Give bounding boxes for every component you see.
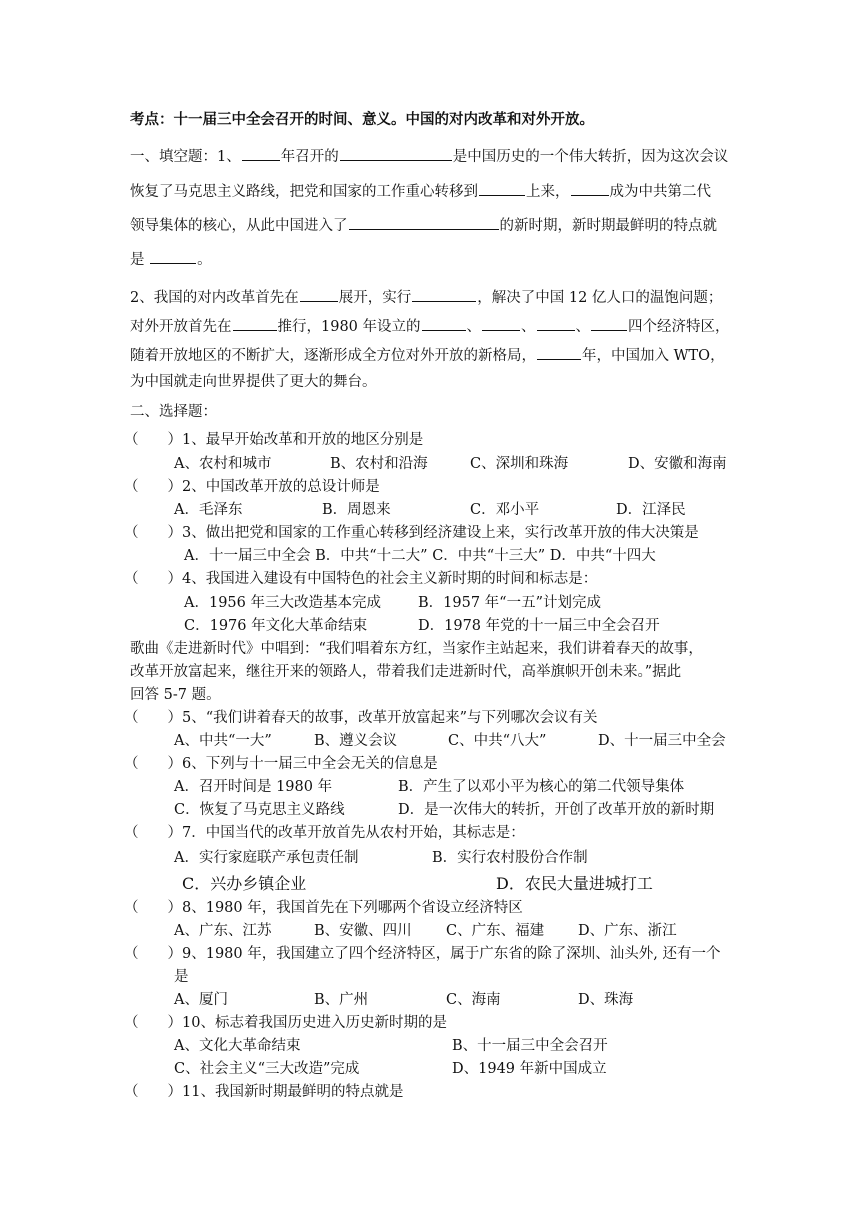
q6-option-b: B．产生了以邓小平为核心的第二代领导集体 [398, 779, 685, 795]
q1-option-a: A、农村和城市 [174, 456, 272, 472]
q9-option-c: C、海南 [446, 992, 501, 1008]
blank[interactable] [571, 180, 609, 196]
question-7 [124, 823, 525, 843]
q4-option-d: D．1978 年党的十一届三中全会召开 [418, 618, 660, 634]
q5-option-c: C、中共“八大” [448, 733, 547, 749]
q5-option-a: A、中共“一大” [174, 733, 272, 749]
fill-text: 、 [575, 319, 591, 335]
question-1 [124, 430, 423, 450]
answer-paren[interactable]: （ ） [124, 710, 182, 726]
question-stem: 11、我国新时期最鲜明的特点就是 [182, 1084, 404, 1100]
q3-option-a: A．十一届三中全会 [184, 548, 311, 564]
q4-option-c: C．1976 年文化大革命结束 [184, 618, 368, 634]
q2-option-c: C．邓小平 [470, 502, 540, 518]
fill-text: 对外开放首先在 [130, 319, 232, 335]
choice-heading: 二、选择题： [130, 404, 217, 420]
fill-line-2 [130, 180, 711, 202]
answer-paren[interactable]: （ ） [124, 946, 182, 962]
question-8 [124, 898, 523, 918]
fill-line-4 [130, 248, 212, 270]
q10-option-c: C、社会主义“三大改造”完成 [174, 1061, 360, 1077]
fill-line-1 [130, 145, 728, 167]
question-2 [124, 477, 380, 497]
fill-line-3 [130, 214, 717, 236]
blank[interactable] [150, 248, 196, 264]
fill-q2-line-3 [130, 344, 725, 366]
q7-option-d: D．农民大量进城打工 [496, 874, 653, 893]
q7-option-a: A．实行家庭联产承包责任制 [174, 850, 359, 866]
q9-option-a: A、厦门 [174, 992, 228, 1008]
question-5 [124, 708, 598, 728]
fill-text: 年，中国加入 WTO， [582, 348, 725, 364]
blank[interactable] [349, 214, 499, 230]
q2-option-d: D．江泽民 [616, 502, 686, 518]
blank[interactable] [537, 315, 575, 331]
q9-option-d: D、珠海 [578, 992, 634, 1008]
question-stem: 8、1980 年，我国首先在下列哪两个省设立经济特区 [182, 900, 523, 916]
q4-option-a: A．1956 年三大改造基本完成 [184, 595, 381, 611]
q5-option-d: D、十一届三中全会 [598, 733, 726, 749]
blank[interactable] [479, 180, 525, 196]
blank[interactable] [537, 344, 581, 360]
fill-text: 上来， [526, 184, 570, 200]
fill-text: 。 [197, 252, 212, 268]
blank[interactable] [340, 145, 452, 161]
question-3 [124, 523, 699, 543]
q9-stem-continued: 是 [174, 969, 189, 985]
fill-text: 领导集体的核心，从此中国进入了 [130, 218, 348, 234]
answer-paren[interactable]: （ ） [124, 479, 182, 495]
question-stem: 10、标志着我国历史进入历史新时期的是 [182, 1015, 447, 1031]
fill-text: 是中国历史的一个伟大转折，因为这次会议 [452, 149, 729, 165]
fill-text: 推行，1980 年设立的 [277, 319, 421, 335]
answer-paren[interactable]: （ ） [124, 900, 182, 916]
song-passage-line-3: 回答 5-7 题。 [130, 687, 221, 703]
q6-option-c: C．恢复了马克思主义路线 [174, 802, 345, 818]
page-title: 考点：十一届三中全会召开的时间、意义。中国的对内改革和对外开放。 [130, 112, 594, 128]
fill-text: 、 [521, 319, 536, 335]
question-11 [124, 1082, 403, 1102]
blank[interactable] [482, 315, 520, 331]
q4-option-b: B．1957 年“一五”计划完成 [418, 595, 601, 611]
question-9 [124, 944, 720, 964]
question-stem: 7．中国当代的改革开放首先从农村开始，其标志是： [182, 825, 525, 841]
question-stem: 5、“我们讲着春天的故事，改革开放富起来”与下列哪次会议有关 [182, 710, 598, 726]
fill-heading: 一、填空题：1、 [130, 149, 241, 165]
q8-option-a: A、广东、江苏 [174, 923, 272, 939]
song-passage-line-2: 改革开放富起来，继往开来的领路人，带着我们走进新时代，高举旗帜开创未来。”据此 [130, 664, 682, 680]
fill-q2-line-4: 为中国就走向世界提供了更大的舞台。 [130, 374, 377, 390]
question-stem: 2、中国改革开放的总设计师是 [182, 479, 380, 495]
q8-option-d: D、广东、浙江 [578, 923, 677, 939]
blank[interactable] [233, 315, 277, 331]
answer-paren[interactable]: （ ） [124, 756, 182, 772]
q8-option-c: C、广东、福建 [446, 923, 545, 939]
q1-option-d: D、安徽和海南 [628, 456, 727, 472]
answer-paren[interactable]: （ ） [124, 1084, 182, 1100]
question-stem: 9、1980 年，我国建立了四个经济特区，属于广东省的除了深圳、汕头外, 还有一个 [182, 946, 721, 962]
blank[interactable] [422, 315, 466, 331]
question-stem: 1、最早开始改革和开放的地区分别是 [182, 432, 424, 448]
fill-text: 年召开的 [280, 149, 339, 165]
question-stem: 4、我国进入建设有中国特色的社会主义新时期的时间和标志是： [182, 571, 598, 587]
question-6 [124, 754, 438, 774]
fill-text: 的新时期，新时期最鲜明的特点就 [499, 218, 717, 234]
question-10 [124, 1013, 447, 1033]
answer-paren[interactable]: （ ） [124, 825, 182, 841]
fill-text: ，解决了中国 12 亿人口的温饱问题； [477, 290, 723, 306]
fill-text: 成为中共第二代 [609, 184, 711, 200]
q1-option-b: B、农村和沿海 [330, 456, 428, 472]
blank[interactable] [242, 145, 280, 161]
q3-options [184, 546, 656, 566]
answer-paren[interactable]: （ ） [124, 1015, 182, 1031]
fill-q2-line-2 [130, 315, 730, 337]
q2-option-b: B．周恩来 [322, 502, 391, 518]
blank[interactable] [300, 286, 338, 302]
fill-text: 随着开放地区的不断扩大，逐渐形成全方位对外开放的新格局， [130, 348, 536, 364]
question-4 [124, 569, 597, 589]
fill-text: 恢复了马克思主义路线，把党和国家的工作重心转移到 [130, 184, 478, 200]
q9-option-b: B、广州 [314, 992, 369, 1008]
q7-option-b: B．实行农村股份合作制 [432, 850, 588, 866]
fill-text: 2、我国的对内改革首先在 [130, 290, 299, 306]
fill-q2-line-1 [130, 286, 722, 308]
fill-text: 四个经济特区， [628, 319, 730, 335]
fill-text: 是 [130, 252, 150, 268]
q3-option-d: D．中共“十四大 [549, 548, 656, 564]
question-stem: 6、下列与十一届三中全会无关的信息是 [182, 756, 438, 772]
song-passage-line-1: 歌曲《走进新时代》中唱到：“我们唱着东方红，当家作主站起来，我们讲着春天的故事， [130, 641, 703, 657]
fill-text: 展开，实行 [338, 290, 412, 306]
q5-option-b: B、遵义会议 [314, 733, 398, 749]
q2-option-a: A．毛泽东 [174, 502, 243, 518]
blank[interactable] [591, 315, 627, 331]
q10-option-b: B、十一届三中全会召开 [452, 1038, 608, 1054]
answer-paren[interactable]: （ ） [124, 525, 182, 541]
q6-option-d: D．是一次伟大的转折，开创了改革开放的新时期 [398, 802, 715, 818]
q1-option-c: C、深圳和珠海 [470, 456, 569, 472]
answer-paren[interactable]: （ ） [124, 432, 182, 448]
q10-option-a: A、文化大革命结束 [174, 1038, 301, 1054]
blank[interactable] [412, 286, 476, 302]
q7-option-c: C．兴办乡镇企业 [182, 874, 307, 893]
q8-option-b: B、安徽、四川 [314, 923, 412, 939]
fill-text: 、 [466, 319, 482, 335]
question-stem: 3、做出把党和国家的工作重心转移到经济建设上来，实行改革开放的伟大决策是 [182, 525, 699, 541]
q10-option-d: D、1949 年新中国成立 [452, 1061, 607, 1077]
q3-option-b: B．中共“十二大” [315, 548, 428, 564]
q3-option-c: C．中共“十三大” [432, 548, 546, 564]
answer-paren[interactable]: （ ） [124, 571, 182, 587]
q6-option-a: A．召开时间是 1980 年 [174, 779, 333, 795]
